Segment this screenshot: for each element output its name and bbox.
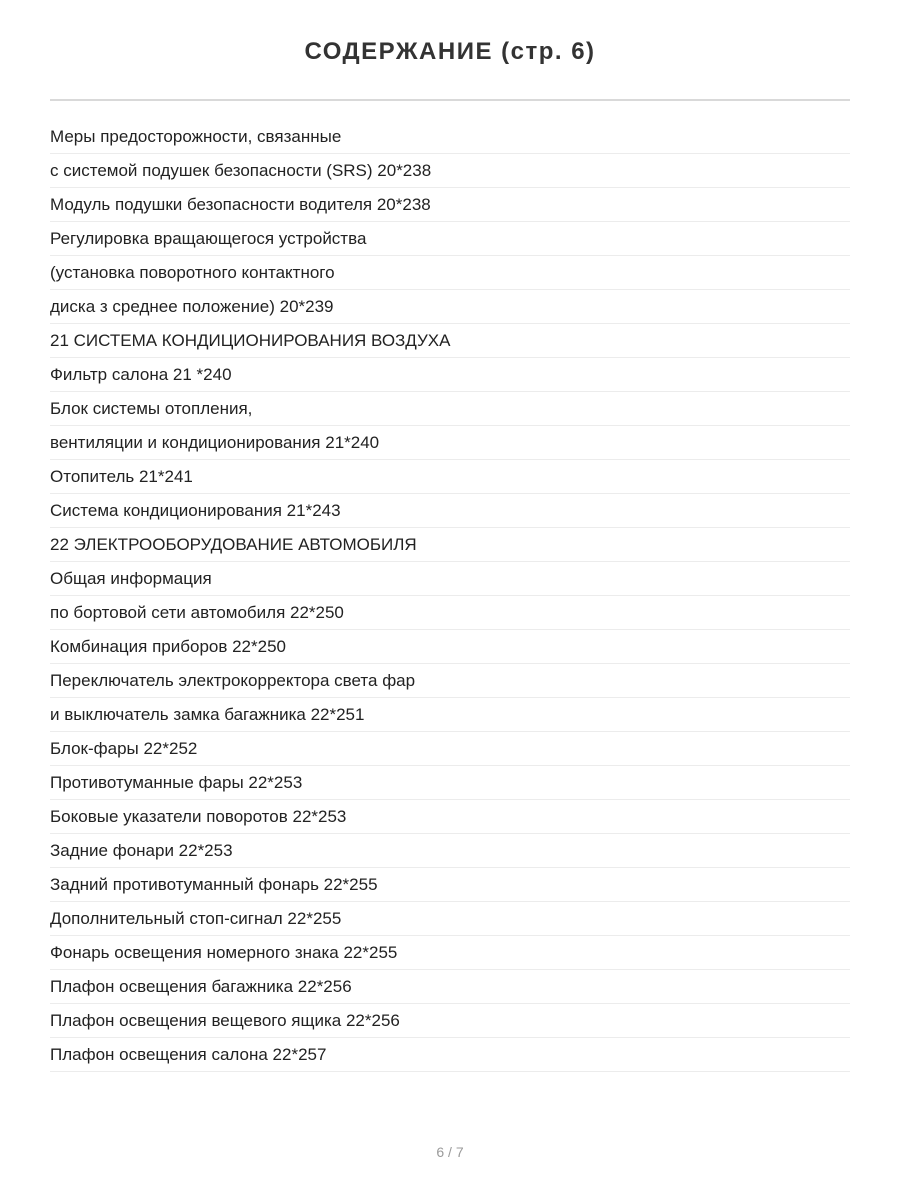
- toc-line: Отопитель 21*241: [50, 460, 850, 494]
- toc-line: Комбинация приборов 22*250: [50, 630, 850, 664]
- toc-line: Боковые указатели поворотов 22*253: [50, 800, 850, 834]
- toc-line: Регулировка вращающегося устройства: [50, 222, 850, 256]
- toc-line: Переключатель электрокорректора света фар: [50, 664, 850, 698]
- toc-list: [50, 120, 850, 1072]
- toc-line: диска з среднее положение) 20*239: [50, 290, 850, 324]
- toc-line: с системой подушек безопасности (SRS) 20*238: [50, 154, 850, 188]
- page-indicator: 6 / 7: [436, 1144, 464, 1160]
- toc-line: Меры предосторожности, связанные: [50, 120, 850, 154]
- toc-line: 21 СИСТЕМА КОНДИЦИОНИРОВАНИЯ ВОЗДУХА: [50, 324, 850, 358]
- toc-line: Задний противотуманный фонарь 22*255: [50, 868, 850, 902]
- toc-line: (установка поворотного контактного: [50, 256, 850, 290]
- toc-line: Задние фонари 22*253: [50, 834, 850, 868]
- toc-line: Противотуманные фары 22*253: [50, 766, 850, 800]
- toc-line: Плафон освещения вещевого ящика 22*256: [50, 1004, 850, 1038]
- toc-line: Общая информация: [50, 562, 850, 596]
- toc-line: вентиляции и кондиционирования 21*240: [50, 426, 850, 460]
- toc-line: Плафон освещения салона 22*257: [50, 1038, 850, 1072]
- title-divider: [50, 99, 850, 101]
- toc-line: 22 ЭЛЕКТРООБОРУДОВАНИЕ АВТОМОБИЛЯ: [50, 528, 850, 562]
- toc-line: по бортовой сети автомобиля 22*250: [50, 596, 850, 630]
- toc-line: Система кондиционирования 21*243: [50, 494, 850, 528]
- toc-line: Блок системы отопления,: [50, 392, 850, 426]
- toc-line: Блок-фары 22*252: [50, 732, 850, 766]
- toc-line: Плафон освещения багажника 22*256: [50, 970, 850, 1004]
- toc-line: Модуль подушки безопасности водителя 20*238: [50, 188, 850, 222]
- toc-line: Фильтр салона 21 *240: [50, 358, 850, 392]
- page-title: СОДЕРЖАНИЕ (стр. 6): [304, 38, 596, 65]
- toc-line: Фонарь освещения номерного знака 22*255: [50, 936, 850, 970]
- toc-line: и выключатель замка багажника 22*251: [50, 698, 850, 732]
- toc-line: Дополнительный стоп-сигнал 22*255: [50, 902, 850, 936]
